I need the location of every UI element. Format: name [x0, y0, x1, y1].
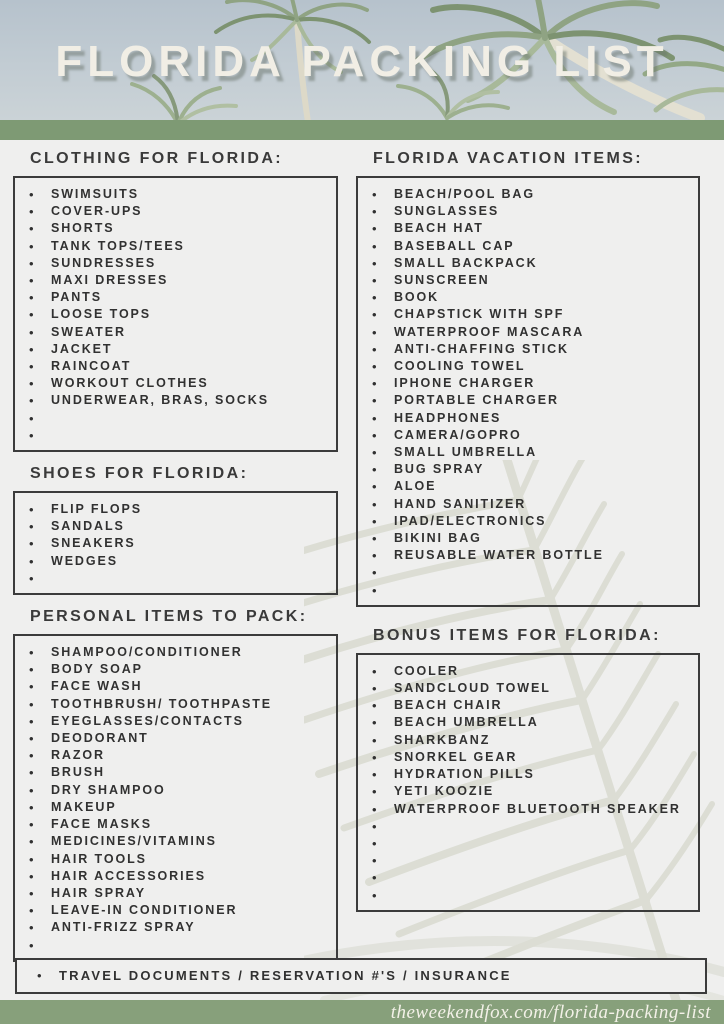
list-item-label: BOOK — [394, 290, 440, 305]
list-item — [29, 816, 328, 833]
bullet-icon: • — [29, 662, 34, 678]
list-item-label: PANTS — [51, 290, 102, 305]
list-item — [29, 937, 328, 954]
list-item — [29, 518, 328, 535]
list-item-label: SHAMPOO/CONDITIONER — [51, 645, 243, 660]
list-item — [29, 203, 328, 220]
list-item — [372, 852, 690, 869]
list-item — [372, 835, 690, 852]
bullet-icon: • — [372, 341, 377, 357]
bullet-icon: • — [29, 221, 34, 237]
list-item — [29, 375, 328, 392]
bullet-icon: • — [29, 204, 34, 220]
list-item — [372, 732, 690, 749]
list-item-label: CAMERA/GOPRO — [394, 427, 522, 442]
list-item-label: SANDCLOUD TOWEL — [394, 681, 551, 696]
list-item-label: SUNSCREEN — [394, 273, 490, 288]
list-item — [29, 535, 328, 552]
bullet-icon: • — [29, 834, 34, 850]
list-item — [29, 713, 328, 730]
list-item — [372, 766, 690, 783]
section-vacation — [356, 150, 700, 607]
list-item — [372, 478, 690, 495]
list-item-label: WATERPROOF MASCARA — [394, 324, 585, 339]
bullet-icon: • — [372, 427, 377, 443]
bullet-icon: • — [37, 968, 42, 983]
list-item — [372, 375, 690, 392]
bullet-icon: • — [29, 376, 34, 392]
list-item — [29, 324, 328, 341]
list-item — [29, 833, 328, 850]
vacation-checklist-box — [356, 176, 700, 607]
bullet-icon: • — [372, 784, 377, 800]
bullet-icon: • — [372, 255, 377, 271]
bullet-icon: • — [29, 238, 34, 254]
list-item-label: UNDERWEAR, BRAS, SOCKS — [51, 393, 269, 408]
content — [0, 140, 724, 975]
list-item-label: ALOE — [394, 479, 437, 494]
list-item — [29, 868, 328, 885]
list-item — [372, 749, 690, 766]
bullet-icon: • — [372, 410, 377, 426]
bonus-checklist-box — [356, 653, 700, 912]
list-item-label: SMALL BACKPACK — [394, 255, 538, 270]
list-item — [372, 564, 690, 581]
list-item — [372, 255, 690, 272]
list-item — [37, 966, 697, 986]
bullet-icon: • — [372, 732, 377, 748]
section-personal — [13, 608, 338, 962]
list-item — [372, 238, 690, 255]
bullet-icon: • — [372, 801, 377, 817]
list-item-label: IPAD/ELECTRONICS — [394, 513, 547, 528]
list-item-label: HAIR TOOLS — [51, 851, 147, 866]
travel-documents-list — [37, 966, 697, 986]
list-item — [372, 392, 690, 409]
bullet-icon: • — [372, 204, 377, 220]
list-item-label: BEACH UMBRELLA — [394, 715, 539, 730]
bullet-icon: • — [29, 427, 34, 443]
list-item-label: SNEAKERS — [51, 536, 136, 551]
list-item — [372, 582, 690, 599]
bullet-icon: • — [372, 548, 377, 564]
list-item — [29, 238, 328, 255]
list-item — [29, 902, 328, 919]
list-item-label: DRY SHAMPOO — [51, 782, 166, 797]
bullet-icon: • — [29, 645, 34, 661]
right-column — [356, 150, 700, 975]
list-item-label: EYEGLASSES/CONTACTS — [51, 713, 244, 728]
list-item — [372, 496, 690, 513]
bullet-icon: • — [372, 462, 377, 478]
section-clothing-title: CLOTHING FOR FLORIDA: — [30, 150, 284, 167]
list-item — [29, 570, 328, 587]
list-item — [372, 714, 690, 731]
bullet-icon: • — [29, 817, 34, 833]
travel-documents-box — [15, 958, 707, 994]
list-item-label: RAZOR — [51, 748, 105, 763]
list-item-label: JACKET — [51, 341, 113, 356]
list-item — [372, 783, 690, 800]
personal-checklist-box — [13, 634, 338, 962]
list-item-label: FLIP FLOPS — [51, 502, 142, 517]
list-item-label: COOLER — [394, 663, 459, 678]
list-item — [372, 203, 690, 220]
bullet-icon: • — [29, 359, 34, 375]
bullet-icon: • — [372, 307, 377, 323]
list-item — [372, 341, 690, 358]
list-item-label: CHAPSTICK WITH SPF — [394, 307, 565, 322]
bullet-icon: • — [29, 273, 34, 289]
bullet-icon: • — [29, 519, 34, 535]
list-item-label: BEACH CHAIR — [394, 698, 503, 713]
list-item — [29, 885, 328, 902]
list-item — [372, 289, 690, 306]
bullet-icon: • — [29, 393, 34, 409]
list-item-label: HAIR ACCESSORIES — [51, 868, 206, 883]
list-item-label: REUSABLE WATER BOTTLE — [394, 548, 604, 563]
list-item — [372, 220, 690, 237]
bullet-icon: • — [29, 868, 34, 884]
section-bonus — [356, 627, 700, 912]
list-item-label: TANK TOPS/TEES — [51, 238, 185, 253]
list-item — [372, 801, 690, 818]
list-item-label: SMALL UMBRELLA — [394, 445, 538, 460]
bullet-icon: • — [372, 565, 377, 581]
bullet-icon: • — [29, 307, 34, 323]
list-item — [372, 513, 690, 530]
bullet-icon: • — [29, 696, 34, 712]
section-personal-title: PERSONAL ITEMS TO PACK: — [30, 608, 308, 626]
bullet-icon: • — [29, 765, 34, 781]
list-item-label: IPHONE CHARGER — [394, 376, 536, 391]
bullet-icon: • — [29, 731, 34, 747]
bullet-icon: • — [372, 531, 377, 547]
list-item — [372, 663, 690, 680]
list-item — [29, 851, 328, 868]
footer-bar — [0, 1000, 724, 1024]
list-item-label: SWEATER — [51, 324, 126, 339]
bullet-icon: • — [29, 799, 34, 815]
bullet-icon: • — [29, 713, 34, 729]
bullet-icon: • — [29, 502, 34, 518]
bullet-icon: • — [29, 937, 34, 953]
bullet-icon: • — [372, 698, 377, 714]
bullet-icon: • — [29, 536, 34, 552]
list-item-label: SANDALS — [51, 519, 125, 534]
list-item — [372, 306, 690, 323]
list-item — [372, 410, 690, 427]
bullet-icon: • — [372, 663, 377, 679]
list-item — [29, 661, 328, 678]
list-item — [372, 887, 690, 904]
list-item-label: PORTABLE CHARGER — [394, 393, 559, 408]
list-item — [29, 696, 328, 713]
list-item-label: LEAVE-IN CONDITIONER — [51, 903, 238, 918]
bullet-icon: • — [29, 570, 34, 586]
list-item-label: BASEBALL CAP — [394, 238, 515, 253]
list-item-label: SNORKEL GEAR — [394, 749, 518, 764]
list-item-label: SHARKBANZ — [394, 732, 491, 747]
list-item-label: BRUSH — [51, 765, 105, 780]
list-item-label: MAKEUP — [51, 799, 117, 814]
bullet-icon: • — [372, 835, 377, 851]
bullet-icon: • — [372, 393, 377, 409]
bullet-icon: • — [372, 445, 377, 461]
list-item-label: WEDGES — [51, 553, 118, 568]
list-item — [29, 427, 328, 444]
list-item-label: MEDICINES/VITAMINS — [51, 834, 217, 849]
list-item-label: WORKOUT CLOTHES — [51, 376, 209, 391]
header-accent-bar — [0, 120, 724, 140]
list-item-label: HAIR SPRAY — [51, 885, 146, 900]
list-item — [29, 272, 328, 289]
list-item — [29, 553, 328, 570]
bullet-icon: • — [372, 818, 377, 834]
list-item-label: HAND SANITIZER — [394, 496, 527, 511]
list-item-label: FACE WASH — [51, 679, 143, 694]
list-item-label: MAXI DRESSES — [51, 273, 169, 288]
list-item-label: BIKINI BAG — [394, 531, 482, 546]
list-item — [372, 272, 690, 289]
list-item — [29, 358, 328, 375]
list-item — [29, 306, 328, 323]
bullet-icon: • — [372, 887, 377, 903]
list-item — [29, 220, 328, 237]
section-shoes-title: SHOES FOR FLORIDA: — [30, 465, 249, 483]
left-column — [13, 150, 338, 975]
section-bonus-title: BONUS ITEMS FOR FLORIDA: — [373, 626, 661, 644]
bullet-icon: • — [29, 885, 34, 901]
list-item-label: BODY SOAP — [51, 662, 143, 677]
list-item-label: DEODORANT — [51, 731, 149, 746]
list-item-label: HYDRATION PILLS — [394, 767, 535, 782]
bullet-icon: • — [29, 187, 34, 202]
list-item-label: COVER-UPS — [51, 204, 143, 219]
list-item — [372, 461, 690, 478]
bullet-icon: • — [372, 853, 377, 869]
bullet-icon: • — [372, 238, 377, 254]
clothing-checklist-box — [13, 176, 338, 452]
list-item — [372, 547, 690, 564]
list-item — [29, 919, 328, 936]
list-item — [29, 501, 328, 518]
footer-url: theweekendfox.com/florida-packing-list — [390, 1001, 711, 1023]
bullet-icon: • — [29, 410, 34, 426]
bullet-icon: • — [372, 273, 377, 289]
bullet-icon: • — [29, 920, 34, 936]
list-item-label: ANTI-CHAFFING STICK — [394, 341, 569, 356]
list-item — [372, 680, 690, 697]
bullet-icon: • — [372, 324, 377, 340]
list-item — [29, 255, 328, 272]
bullet-icon: • — [29, 782, 34, 798]
section-clothing — [13, 150, 338, 452]
list-item-label: WATERPROOF BLUETOOTH SPEAKER — [394, 801, 681, 816]
list-item — [372, 427, 690, 444]
bullet-icon: • — [372, 749, 377, 765]
list-item-label: SHORTS — [51, 221, 115, 236]
list-item — [372, 818, 690, 835]
bullet-icon: • — [29, 748, 34, 764]
list-item — [29, 678, 328, 695]
bullet-icon: • — [29, 255, 34, 271]
bullet-icon: • — [29, 553, 34, 569]
list-item-label: HEADPHONES — [394, 410, 502, 425]
bullet-icon: • — [29, 679, 34, 695]
bullet-icon: • — [29, 324, 34, 340]
list-item-label: TOOTHBRUSH/ TOOTHPASTE — [51, 696, 272, 711]
shoes-checklist-box — [13, 491, 338, 595]
list-item — [29, 341, 328, 358]
list-item — [29, 289, 328, 306]
list-item — [29, 764, 328, 781]
list-item — [372, 444, 690, 461]
list-item — [29, 644, 328, 661]
list-item — [372, 697, 690, 714]
list-item — [29, 782, 328, 799]
list-item — [372, 324, 690, 341]
bullet-icon: • — [372, 767, 377, 783]
list-item-label: COOLING TOWEL — [394, 359, 526, 374]
bullet-icon: • — [372, 359, 377, 375]
list-item-label: RAINCOAT — [51, 359, 132, 374]
bullet-icon: • — [29, 341, 34, 357]
list-item-label: BEACH HAT — [394, 221, 484, 236]
header-photo — [0, 0, 724, 120]
list-item-label: BEACH/POOL BAG — [394, 187, 535, 201]
list-item — [29, 799, 328, 816]
bullet-icon: • — [29, 903, 34, 919]
list-item — [29, 410, 328, 427]
bullet-icon: • — [372, 290, 377, 306]
list-item — [29, 730, 328, 747]
bullet-icon: • — [372, 681, 377, 697]
bullet-icon: • — [372, 376, 377, 392]
list-item-label: ANTI-FRIZZ SPRAY — [51, 920, 196, 935]
list-item — [29, 747, 328, 764]
list-item-label: FACE MASKS — [51, 817, 152, 832]
list-item — [29, 186, 328, 203]
bullet-icon: • — [372, 479, 377, 495]
list-item — [29, 392, 328, 409]
list-item — [372, 869, 690, 886]
list-item-label: BUG SPRAY — [394, 462, 485, 477]
bullet-icon: • — [372, 496, 377, 512]
bullet-icon: • — [372, 715, 377, 731]
page-title: FLORIDA PACKING LIST — [55, 37, 669, 86]
list-item-label: YETI KOOZIE — [394, 784, 495, 799]
bullet-icon: • — [29, 851, 34, 867]
list-item — [372, 530, 690, 547]
list-item-label: SWIMSUITS — [51, 187, 139, 201]
list-item — [372, 358, 690, 375]
bullet-icon: • — [372, 221, 377, 237]
list-item-label: SUNDRESSES — [51, 255, 157, 270]
bullet-icon: • — [372, 582, 377, 598]
bullet-icon: • — [372, 187, 377, 202]
section-shoes — [13, 465, 338, 595]
section-vacation-title: FLORIDA VACATION ITEMS: — [373, 150, 643, 167]
list-item-label: LOOSE TOPS — [51, 307, 152, 322]
bullet-icon: • — [372, 513, 377, 529]
list-item-label: SUNGLASSES — [394, 204, 500, 219]
bullet-icon: • — [29, 290, 34, 306]
bullet-icon: • — [372, 870, 377, 886]
list-item — [372, 186, 690, 203]
list-item-label: TRAVEL DOCUMENTS / RESERVATION #'S / INSURANCE — [59, 968, 512, 983]
